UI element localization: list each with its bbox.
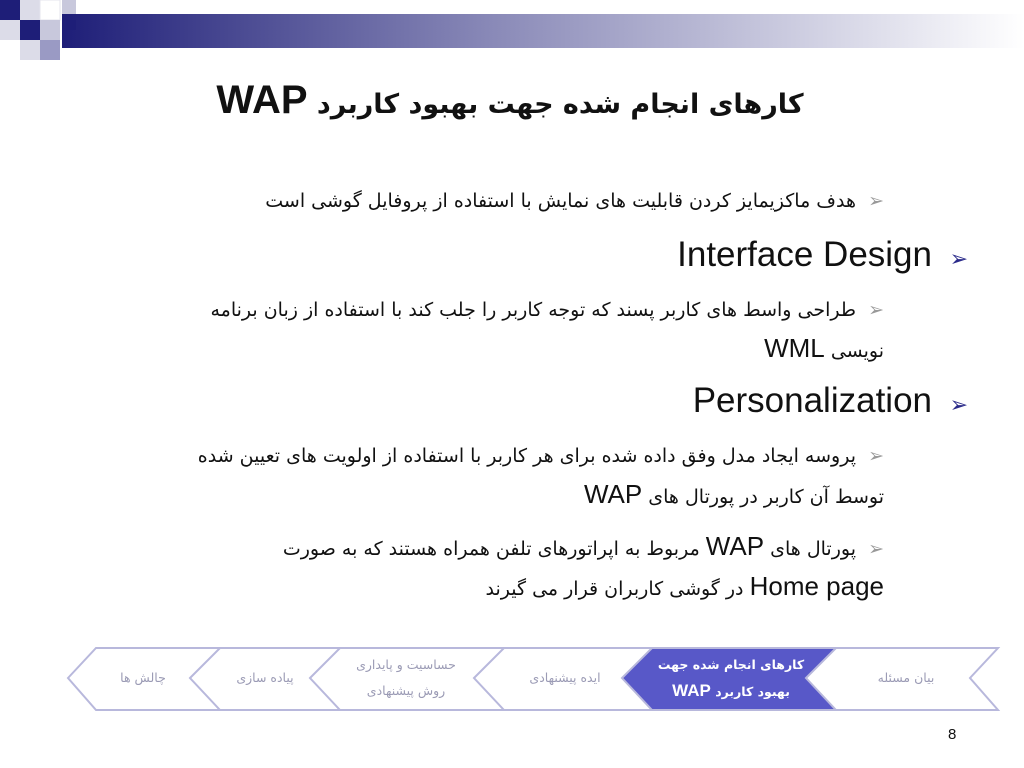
bullet-text: پورتال های (770, 538, 856, 560)
bullet-item-cont (584, 476, 884, 515)
arrow-bullet-icon: ➢ (868, 538, 884, 560)
bullet-text: در گوشی کاربران قرار می گیرند (485, 578, 744, 600)
bullet-text: مربوط به اپراتورهای تلفن همراه هستند که به صورت (282, 538, 700, 560)
bullet-text-en: WML (764, 333, 825, 363)
nav-item-wap-improvements[interactable] (646, 652, 816, 705)
nav-item-label: چالش ها (120, 670, 166, 685)
nav-item-label: حساسیت و پایداری (356, 657, 456, 672)
arrow-bullet-icon: ➢ (868, 190, 884, 212)
arrow-bullet-icon: ➢ (949, 246, 968, 271)
bullet-text-en: WAP (583, 479, 643, 509)
bullet-text-en: WAP (705, 531, 765, 561)
nav-item-challenges[interactable] (88, 666, 198, 690)
bullet-text: پروسه ایجاد مدل وفق داده شده برای هر کاربر با استفاده از اولویت های تعیین شده (197, 445, 856, 467)
title-text-en: WAP (216, 78, 308, 122)
bullet-heading-text: Personalization (692, 381, 932, 420)
title-text-fa: کارهای انجام شده جهت بهبود کاربرد (316, 89, 804, 120)
nav-item-label-line2 (646, 678, 816, 705)
nav-item-label: بیان مسئله (877, 670, 935, 685)
nav-item-label: پیاده سازی (236, 670, 294, 685)
bullet-heading (677, 234, 968, 280)
nav-item-label: کارهای انجام شده جهت (657, 657, 805, 672)
arrow-bullet-icon: ➢ (868, 299, 884, 321)
bullet-item (265, 183, 884, 219)
nav-item-sensitivity[interactable] (336, 652, 476, 704)
bullet-heading (693, 380, 968, 426)
bullet-text: طراحی واسط های کاربر پسند که توجه کاربر را جلب کند با استفاده از زبان برنامه (210, 299, 856, 321)
bullet-text: هدف ماکزیمایز کردن قابلیت های نمایش با استفاده از پروفایل گوشی است (265, 190, 856, 212)
bullet-text: توسط آن کاربر در پورتال های (648, 486, 884, 508)
nav-item-label: بهبود کاربرد (715, 684, 790, 699)
nav-item-label-en: WAP (672, 681, 711, 700)
nav-item-implementation[interactable] (210, 666, 320, 690)
bullet-item (283, 528, 884, 567)
bullet-heading-text: Interface Design (677, 235, 932, 274)
nav-item-problem-statement[interactable] (836, 666, 976, 690)
bullet-text-en: Home page (749, 571, 884, 601)
arrow-bullet-icon: ➢ (868, 445, 884, 467)
bullet-item (198, 438, 884, 474)
arrow-bullet-icon: ➢ (949, 392, 968, 417)
bullet-item-cont (486, 568, 885, 607)
bullet-item-cont (764, 330, 884, 369)
bullet-item (210, 292, 884, 328)
nav-item-label: روش پیشنهادی (366, 683, 446, 698)
nav-item-proposed-idea[interactable] (500, 666, 630, 690)
section-nav (0, 640, 1024, 720)
bullet-text: نویسی (830, 340, 884, 362)
page-number: 8 (948, 726, 957, 743)
nav-item-label: ایده پیشنهادی (529, 670, 601, 685)
